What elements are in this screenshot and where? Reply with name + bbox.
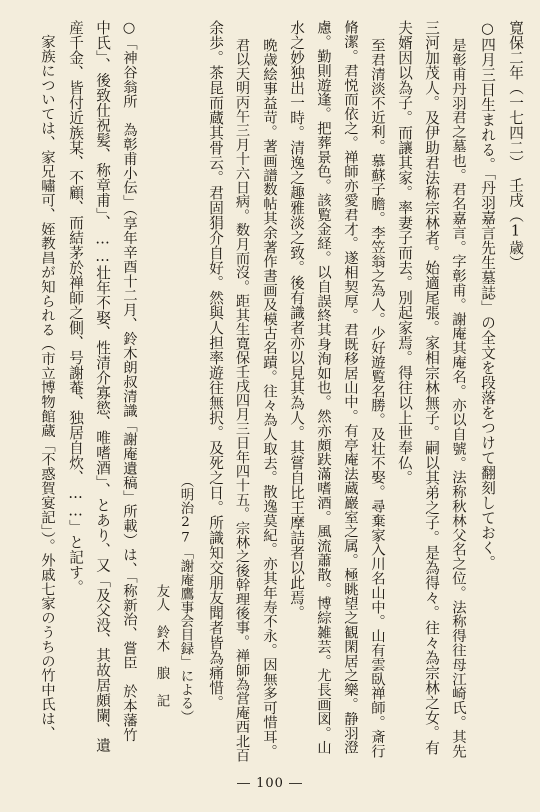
epitaph-line: 脩潔。君悦而依之。禅師亦愛君才。遂相契厚。君既移居山中。有亭庵法蔵巖室之属。極眺望之観閑居之樂。静羽澄 <box>342 20 358 755</box>
intro-line: ○四月三日生まれる。「丹羽嘉言先生墓誌」の全文を段落をつけて翻刻しておく。 <box>479 20 496 571</box>
source-note: （明治27「謝庵鷹事会目録」による） <box>178 474 193 724</box>
note-line: ○「神谷翁所 為彰甫小伝」（享年辛酉十二月、鈴木朗叔清識「謝庵遺稿」所載）は、「称新治、嘗臣 於本藩竹 <box>121 20 137 742</box>
epitaph-line: 慮。勤則遊逢。把葬景色。該覧金経。以自誤終其身洵如也。然亦頗趺滿嗜酒。風流蕭散。博綜雑芸。尤長画図。山 <box>315 20 331 755</box>
epitaph-line: 水之妙独出一時。清逸之趣雅淡之致。後有識者亦以見其為人。其嘗自比王摩詰者以此焉。 <box>288 20 305 620</box>
epitaph-line: 君以天明丙午三月十六日病。数月而沒。距其生寛保壬戌四月三日年四十五。宗林之後幹理後事。禅師為営庵西北百 <box>234 38 250 763</box>
page-number: ― 100 ― <box>236 776 304 791</box>
epitaph-line: 夫婿因以為子。而讓其家。率妻子而去。別起家焉。得往以上世奉仏。 <box>396 20 413 485</box>
note-line: 中氏」、後致仕祝髪、称章甫」、……壮年不娶、性清介寡慾、唯嗜酒」、とあり、又「及父没、其故居頗闌、遺 <box>94 20 111 753</box>
epitaph-line: 晩歳絵事益苛。著画譜数帖其余著作書画及模古名蹟。往々為人取去。散逸莫紀。亦其年寿不永。因無多可惜耳。 <box>261 38 277 758</box>
epitaph-line: 是彰甫丹羽君之墓也。君名嘉言。字彰甫。謝庵其庵名。亦以自號。法称秋林父名之位。法称得往母江崎氏。其先 <box>450 38 466 758</box>
year-heading: 寛保二年（一七四二） 壬戌（1歳） <box>507 20 524 271</box>
epitaph-line: 余歩。茶昆而蔵其骨云。君固狷介自好。然與人担率遊往無択。及死之日。所識知交朋友聞者皆為痛惜。 <box>207 20 224 710</box>
author-signature: 友人 鈴木 朖 記 <box>154 584 169 708</box>
note-line: 家族については、家兄嘯可、姪教昌が知られる（市立博物館蔵「不惑賀宴記」）。外戚七家のうちの竹中氏は、 <box>39 20 55 740</box>
epitaph-line: 三河加茂人。及伊助君法称宗林者。始適尾張。家相宗林無子。嗣以其弟之子。是為得々。往々為宗林之女。有 <box>423 20 440 755</box>
note-line: 産千金、皆付近族某、不顧、而結茅於禅師之側、号謝菴、独居自炊、……」と記す。 <box>67 20 84 595</box>
epitaph-line: 至君清淡不近利。慕蘇子膽。李笠翁之為人。少好遊覧名勝。及壮不娶。尋棄家入川名山中。山有雲臥禅師。斎行 <box>369 38 385 758</box>
